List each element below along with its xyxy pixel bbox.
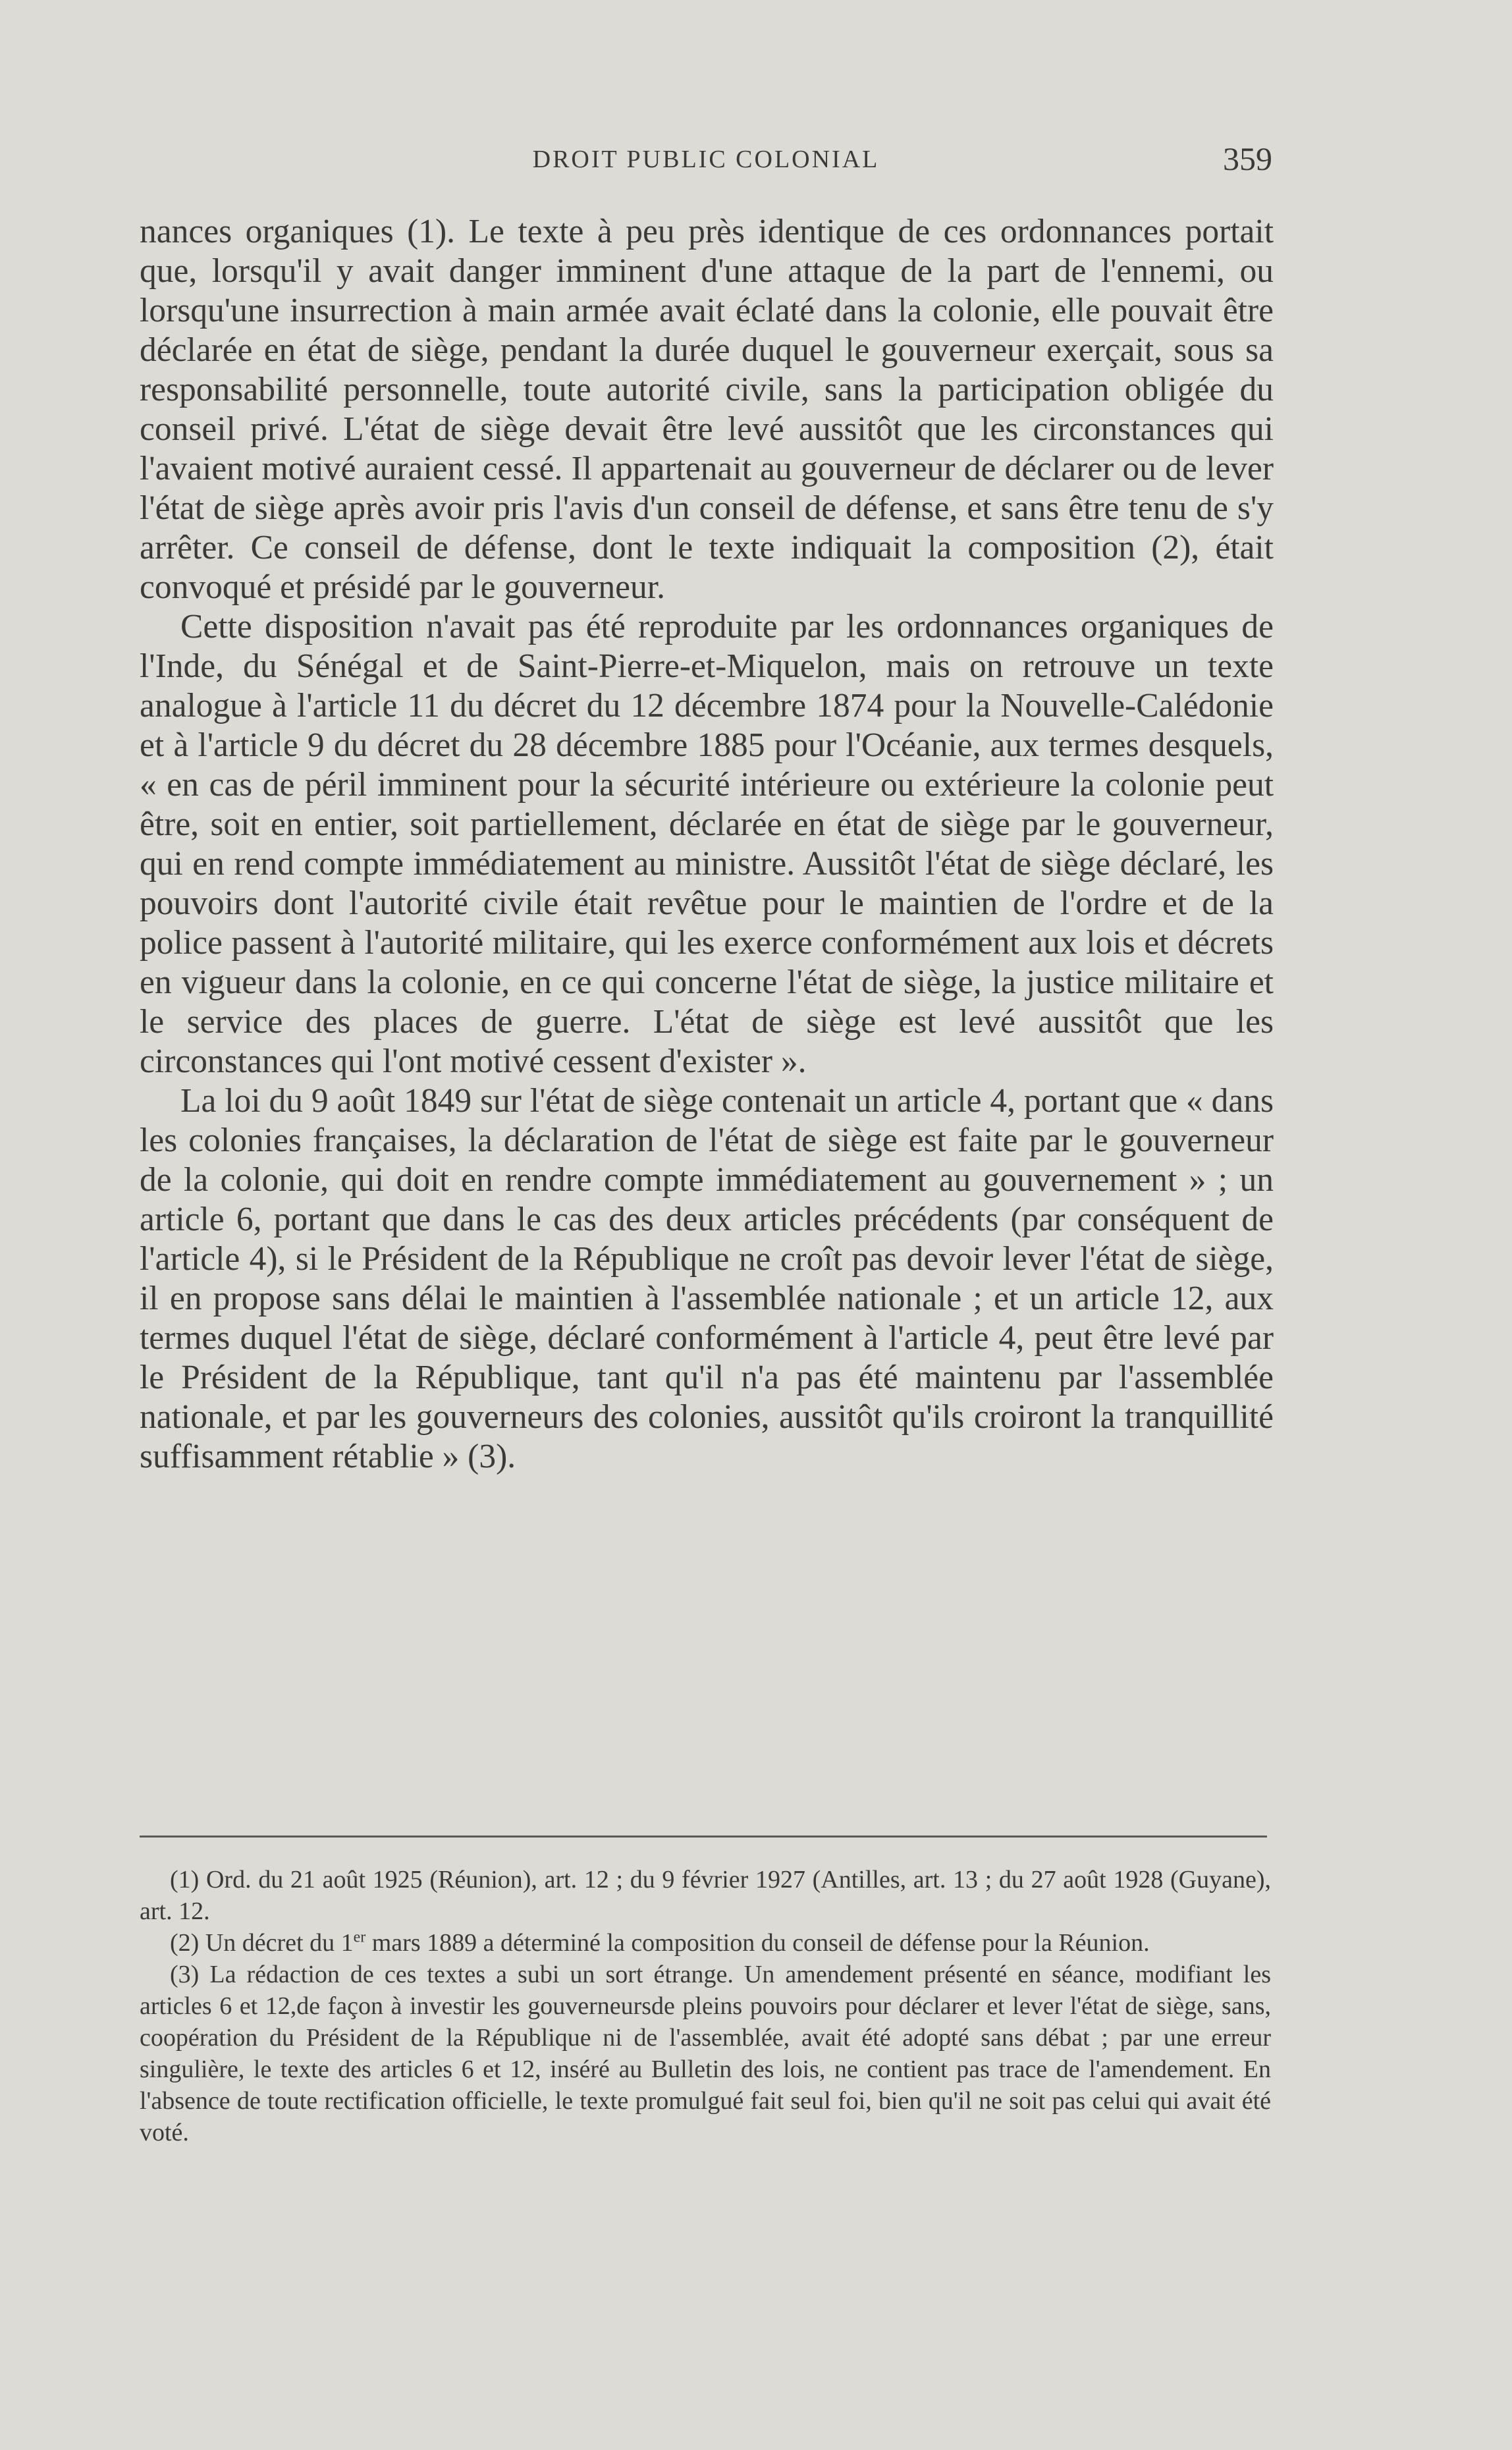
footnote-text: Ord. du 21 août 1925 (Réunion), art. 12 ; du 9 février 1927 (Antilles, art. 13 ; du 27 août 1928 (Guyane), art. 12.	[140, 1866, 1272, 1925]
body-text	[140, 212, 1274, 1477]
paragraph-2: Cette disposition n'avait pas été reproduite par les ordonnances organiques de l'Inde, du Sénégal et de Saint-Pierre-et-Miquelon, mais on retrouve un texte analogue à l'article 11 du décret du 12 décembre 1874 pour la Nouvelle-Calédonie et à l'article 9 du décret du 28 décembre 1885 pour l'Océanie, aux termes desquels, « en cas de péril imminent pour la sécurité intérieure ou extérieure la colonie peut être, soit en entier, soit partiellement, déclarée en état de siège par le gouverneur, qui en rend compte immédiatement au ministre. Aussitôt l'état de siège déclaré, les pouvoirs dont l'autorité civile était revêtue pour le maintien de l'ordre et de la police passent à l'autorité militaire, qui les exerce conformément aux lois et décrets en vigueur dans la colonie, en ce qui concerne l'état de siège, la justice militaire et le service des places de guerre. L'état de siège est levé aussitôt que les circonstances qui l'ont motivé cessent d'exister ».	[140, 608, 1274, 1080]
footnote-3	[140, 1959, 1271, 2148]
footnote-1	[140, 1864, 1271, 1927]
footnote-text: mars 1889 a déterminé la composition du conseil de défense pour la Réunion.	[365, 1929, 1150, 1957]
footnotes	[140, 1864, 1271, 2148]
running-title: DROIT PUBLIC COLONIAL	[532, 146, 880, 173]
footnote-separator	[140, 1836, 1267, 1838]
footnote-text: La rédaction de ces textes a subi un sort étrange. Un amendement présenté en séance, modifiant les articles 6 et 12,de façon à investir les gouverneursde pleins pouvoirs pour déclarer et lever l'état de siège, sans, coopération du Président de la République ni de l'assemblée, avait été adopté sans débat ; par une erreur singulière, le texte des articles 6 et 12, inséré au Bulletin des lois, ne contient pas trace de l'amendement. En l'absence de toute rectification officielle, le texte promulgué fait seul foi, bien qu'il ne soit pas celui qui avait été voté.	[140, 1961, 1271, 2146]
footnote-number: (1)	[170, 1866, 200, 1893]
superscript: er	[353, 1928, 366, 1946]
paragraph-3: La loi du 9 août 1849 sur l'état de siège contenait un article 4, portant que « dans les colonies françaises, la déclaration de l'état de siège est faite par le gouverneur de la colonie, qui doit en rendre compte immédiatement au gouvernement » ; un article 6, portant que dans le cas des deux articles précédents (par conséquent de l'article 4), si le Président de la République ne croît pas devoir lever l'état de siège, il en propose sans délai le maintien à l'assemblée nationale ; et un article 12, aux termes duquel l'état de siège, déclaré conformément à l'article 4, peut être levé par le Président de la République, tant qu'il n'a pas été maintenu par l'assemblée nationale, et par les gouverneurs des colonies, aussitôt qu'ils croiront la tranquillité suffisamment rétablie » (3).	[140, 1082, 1274, 1475]
page-header	[140, 140, 1272, 186]
page-number: 359	[1223, 140, 1272, 177]
paragraph-1: nances organiques (1). Le texte à peu près identique de ces ordonnances portait que, lorsqu'il y avait danger imminent d'une attaque de la part de l'ennemi, ou lorsqu'une insurrection à main armée avait éclaté dans la colonie, elle pouvait être déclarée en état de siège, pendant la durée duquel le gouverneur exerçait, sous sa responsabilité personnelle, toute autorité civile, sans la participation obligée du conseil privé. L'état de siège devait être levé aussitôt que les circonstances qui l'avaient motivé auraient cessé. Il appartenait au gouverneur de déclarer ou de lever l'état de siège après avoir pris l'avis d'un conseil de défense, et sans être tenu de s'y arrêter. Ce conseil de défense, dont le texte indiquait la composition (2), était convoqué et présidé par le gouverneur.	[140, 213, 1274, 606]
footnote-number: (2)	[170, 1929, 200, 1957]
footnote-number: (3)	[170, 1961, 200, 1988]
footnote-text: Un décret du 1	[205, 1929, 354, 1957]
footnote-2	[140, 1927, 1271, 1959]
